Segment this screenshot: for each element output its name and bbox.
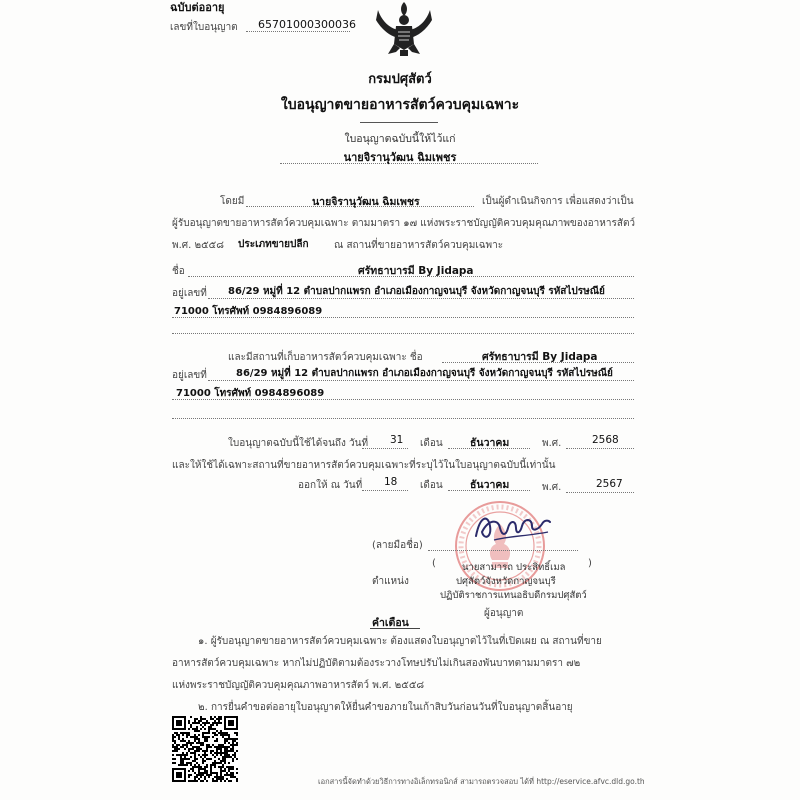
body-line-3-suffix: ณ สถานที่ขายอาหารสัตว์ควบคุมเฉพาะ (334, 240, 504, 251)
issued-month-label: เดือน (420, 480, 443, 491)
footer-verification-text: เอกสารนี้จัดทำด้วยวิธีการทางอิเล็กทรอนิกส์ สามารถตรวจสอบ ได้ที่ http://eservice.afvc.dld.go.th (318, 777, 645, 786)
valid-year-underline (566, 448, 634, 449)
officer-position-2: ปฏิบัติราชการแทนอธิบดีกรมปศุสัตว์ (440, 590, 587, 601)
storage-address-label: อยู่เลขที่ (172, 370, 207, 381)
operator-role-text: เป็นผู้ดำเนินกิจการ เพื่อแสดงว่าเป็น (482, 196, 634, 207)
paren-close: ) (588, 558, 592, 569)
issued-to-label: ใบอนุญาตฉบับนี้ให้ไว้แก่ (344, 133, 456, 145)
issued-month: ธันวาคม (470, 479, 510, 491)
address-line-2: 71000 โทรศัพท์ 0984896089 (174, 306, 323, 317)
address-line-1: 86/29 หมู่ที่ 12 ตำบลปากแพรก อำเภอเมืองกาญจนบุรี จังหวัดกาญจนบุรี รหัสไปรษณีย์ (228, 286, 605, 297)
valid-day-underline (362, 448, 408, 449)
warning-line-4: ๒. การยื่นคำขอต่ออายุใบอนุญาตให้ยื่นคำขอภายในเก้าสิบวันก่อนวันที่ใบอนุญาตสิ้นอายุ (198, 702, 573, 713)
validity-scope-text: และให้ใช้ได้เฉพาะสถานที่ขายอาหารสัตว์ควบคุมเฉพาะที่ระบุไว้ในใบอนุญาตฉบับนี้เท่านั้น (172, 460, 556, 471)
by-label: โดยมี (220, 196, 245, 207)
body-line-2: ผู้รับอนุญาตขายอาหารสัตว์ควบคุมเฉพาะ ตามมาตรา ๑๗ แห่งพระราชบัญญัติควบคุมคุณภาพของอาหารสัตว์ (172, 218, 636, 229)
title-divider (360, 122, 438, 123)
copy-type-label: ฉบับต่ออายุ (170, 1, 225, 14)
storage-address-line-1: 86/29 หมู่ที่ 12 ตำบลปากแพรก อำเภอเมืองกาญจนบุรี จังหวัดกาญจนบุรี รหัสไปรษณีย์ (236, 368, 613, 379)
storage-label: และมีสถานที่เก็บอาหารสัตว์ควบคุมเฉพาะ ชื่อ (228, 352, 423, 363)
valid-until-label: ใบอนุญาตฉบับนี้ใช้ได้จนถึง วันที่ (228, 438, 369, 449)
valid-month: ธันวาคม (470, 437, 510, 449)
storage-address-underline-3 (172, 418, 634, 419)
officer-position-1: ปศุสัตว์จังหวัดกาญจนบุรี (456, 576, 556, 587)
storage-address-line-2: 71000 โทรศัพท์ 0984896089 (176, 388, 325, 399)
licensor-label: ผู้อนุญาต (484, 608, 524, 619)
department-title: กรมปศุสัตว์ (368, 72, 432, 87)
signature-label: (ลายมือชื่อ) (372, 540, 423, 551)
warning-heading: คำเตือน (372, 617, 409, 629)
issued-year: 2567 (596, 478, 623, 490)
officer-name: นายสามารถ ประสิทธิ์เมล (462, 562, 566, 573)
body-line-3-prefix: พ.ศ. ๒๕๕๘ (172, 240, 224, 251)
permit-number-label: เลขที่ใบอนุญาต (170, 22, 238, 33)
business-category: ประเภทขายปลีก (238, 239, 309, 250)
qr-code-icon[interactable] (172, 716, 238, 782)
issued-to-name: นายจิรานุวัฒน ฉิมเพชร (343, 151, 457, 164)
issued-year-label: พ.ศ. (542, 482, 562, 493)
issued-day: 18 (384, 476, 398, 488)
issued-year-underline (566, 492, 634, 493)
address-underline-3 (172, 333, 634, 334)
warning-line-3: แห่งพระราชบัญญัติควบคุมคุณภาพอาหารสัตว์ พ.ศ. ๒๕๕๘ (172, 680, 425, 691)
permit-number-value: 65701000300036 (258, 18, 356, 31)
garuda-emblem-icon (372, 0, 436, 58)
operator-name: นายจิรานุวัฒน ฉิมเพชร (312, 196, 420, 208)
shop-name-value: ศรัทธาบารมี By Jidapa (358, 265, 474, 277)
issued-day-underline (362, 490, 408, 491)
valid-day: 31 (390, 434, 404, 446)
paren-open: ( (432, 558, 436, 569)
address-label: อยู่เลขที่ (172, 288, 207, 299)
signature-icon (470, 506, 554, 546)
warning-underline (370, 628, 420, 629)
valid-month-label: เดือน (420, 438, 443, 449)
permit-title: ใบอนุญาตขายอาหารสัตว์ควบคุมเฉพาะ (280, 97, 520, 113)
permit-number-underline (246, 31, 350, 32)
shop-name-label: ชื่อ (172, 266, 185, 277)
issued-to-underline (280, 163, 538, 164)
position-label: ตำแหน่ง (372, 576, 409, 587)
valid-year: 2568 (592, 434, 619, 446)
signature-underline (428, 550, 578, 551)
valid-year-label: พ.ศ. (542, 438, 562, 449)
warning-line-1: ๑. ผู้รับอนุญาตขายอาหารสัตว์ควบคุมเฉพาะ ต้องแสดงใบอนุญาตไว้ในที่เปิดเผย ณ สถานที่ขาย (198, 636, 602, 647)
warning-line-2: อาหารสัตว์ควบคุมเฉพาะ หากไม่ปฏิบัติตามต้องระวางโทษปรับไม่เกินสองพันบาทตามมาตรา ๗๒ (172, 658, 581, 669)
storage-name-value: ศรัทธาบารมี By Jidapa (482, 351, 598, 363)
issued-date-label: ออกให้ ณ วันที่ (298, 480, 363, 491)
